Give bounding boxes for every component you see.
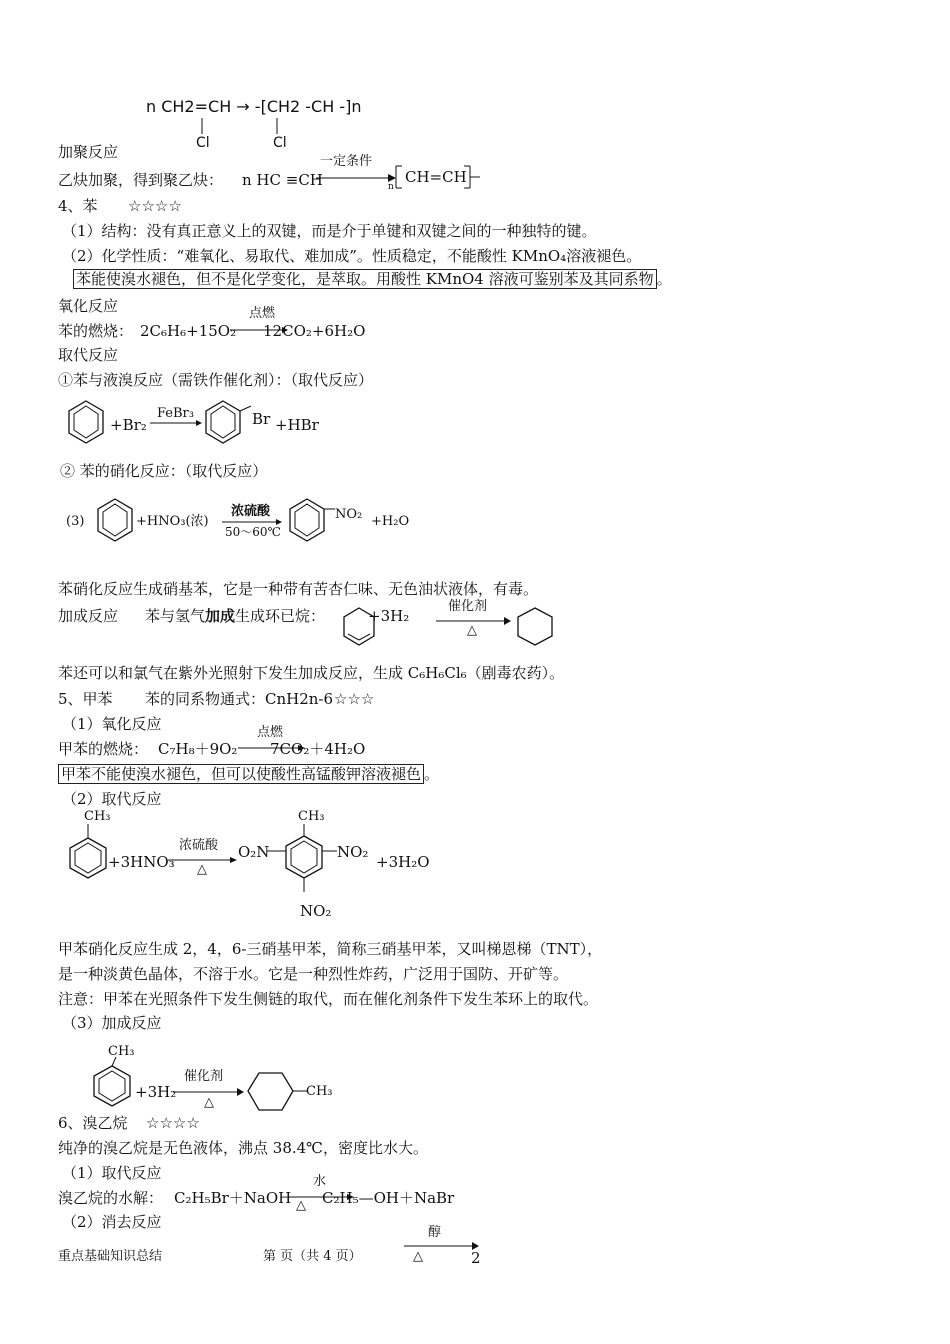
tnt-hno3: +3HNO₃ [108, 853, 175, 871]
bromoethane-hydrolysis-label: 溴乙烷的水解： [58, 1189, 164, 1207]
benzene-combustion-left: 2C₆H₆+15O₂ [140, 322, 237, 340]
pvc-bonds [195, 116, 285, 136]
benzene-addition-bold: 加成 [205, 607, 236, 625]
benzene-stars: ☆☆☆☆ [128, 197, 182, 215]
toluene-hydro-catalyst: 催化剂 [184, 1069, 224, 1084]
nitration-number: (3) [66, 514, 85, 529]
cyclohexane-ring-icon [515, 606, 555, 648]
toluene-combustion-right: 7CO₂＋4H₂O [270, 740, 366, 758]
hydrogenation-h2: +3H₂ [368, 607, 410, 625]
tnt-ch3: CH₃ [298, 809, 325, 824]
bromoethane-water: 水 [313, 1174, 327, 1189]
bromoethane-elimination: （2）消去反应 [62, 1213, 162, 1231]
toluene-general-formula: 苯的同系物通式：CnH2n-6 [145, 690, 334, 708]
benzene-chem-prop: （2）化学性质：“难氧化、易取代、难加成”。性质稳定，不能酸性 KMnO₄溶液褪色。 [62, 247, 642, 265]
bromination-catalyst: FeBr₃ [157, 406, 194, 421]
nitration-h2o: +H₂O [371, 514, 410, 529]
toluene-substitution: （2）取代反应 [62, 790, 162, 808]
benzene-addition-text2: 生成环已烷： [235, 607, 326, 625]
methylcyclohexane-ring-icon [246, 1070, 310, 1114]
acetylene-n: n [388, 182, 394, 192]
bromoethane-heading: 6、溴乙烷 [58, 1114, 128, 1132]
toluene-combustion-cond: 点燃 [257, 725, 284, 740]
tnt-h2so4: 浓硫酸 [179, 838, 219, 853]
benzene-structure: （1）结构：没有真正意义上的双键，而是介于单键和双键之间的一种独特的键。 [62, 222, 597, 240]
benzene-addition-text1: 苯与氢气 [145, 607, 206, 625]
toluene-hydro-ring-icon [90, 1056, 134, 1112]
tnt-description-2: 是一种淡黄色晶体，不溶于水。它是一种烈性炸药，广泛用于国防、开矿等。 [58, 965, 569, 983]
benzene-chlorine-text: 苯还可以和氯气在紫外光照射下发生加成反应，生成 C₆H₆Cl₆（剧毒农药）。 [58, 664, 565, 682]
pvc-equation: n CH2=CH → -[CH2 -CH -]n [146, 97, 362, 116]
tnt-o2n: O₂N [238, 843, 270, 861]
elimination-delta: △ [413, 1249, 423, 1264]
benzene-note-end: 。 [656, 270, 672, 288]
toluene-stars: ☆☆☆ [334, 690, 375, 708]
benzene-addition-label: 加成反应 [58, 607, 119, 625]
tnt-h2o: +3H₂O [376, 853, 430, 871]
benzene-combustion-cond: 点燃 [249, 306, 276, 321]
benzene-combustion-label: 苯的燃烧： [58, 322, 134, 340]
bromoethane-description: 纯净的溴乙烷是无色液体，沸点 38.4℃，密度比水大。 [58, 1139, 428, 1157]
elimination-alcohol: 醇 [428, 1225, 442, 1240]
toluene-addition: （3）加成反应 [62, 1014, 162, 1032]
toluene-note-end: 。 [424, 765, 440, 783]
nitration-no2: NO₂ [335, 507, 363, 522]
toluene-combustion-left: C₇H₈＋9O₂ [158, 740, 238, 758]
benzene-note-box: 苯能使溴水褪色，但不是化学变化，是萃取。用酸性 KMnO4 溶液可鉴别苯及其同系物 [73, 269, 657, 289]
bromoethane-hydrolysis-delta: △ [296, 1198, 306, 1213]
toluene-ch3: CH₃ [84, 809, 111, 824]
acetylene-label: 乙炔加聚，得到聚乙炔： [58, 171, 224, 189]
toluene-oxidation: （1）氧化反应 [62, 715, 162, 733]
toluene-hydro-h2: +3H₂ [135, 1083, 177, 1101]
bromination-br2: +Br₂ [110, 416, 147, 434]
acetylene-condition: 一定条件 [320, 154, 373, 169]
toluene-hydro-delta: △ [204, 1095, 214, 1110]
hydrogenation-catalyst: 催化剂 [448, 599, 488, 614]
bromination-arrow [150, 418, 205, 428]
tnt-ring-icon [265, 822, 345, 906]
toluene-heading: 5、甲苯 [58, 690, 113, 708]
pvc-cl-right: Cl [273, 135, 287, 151]
bromination-hbr: +HBr [275, 416, 319, 434]
hydrogenation-delta: △ [467, 623, 477, 638]
bromoethane-substitution: （1）取代反应 [62, 1164, 162, 1182]
nitration-title: ② 苯的硝化反应：（取代反应） [60, 462, 268, 480]
tnt-no2-right: NO₂ [337, 843, 369, 861]
bromoethane-hydrolysis-left: C₂H₅Br＋NaOH [174, 1189, 292, 1207]
benzene-ring-icon [66, 398, 106, 448]
benzene-combustion-right: 12CO₂+6H₂O [263, 322, 366, 340]
toluene-hydro-ch3: CH₃ [108, 1044, 135, 1059]
benzene-oxidation-title: 氧化反应 [58, 297, 119, 315]
tnt-no2-bottom: NO₂ [300, 902, 332, 920]
acetylene-product: CH=CH [405, 168, 467, 186]
tnt-delta: △ [197, 862, 207, 877]
methylcyclohexane-ch3: CH₃ [306, 1084, 333, 1099]
toluene-note-box: 甲苯不能使溴水褪色，但可以使酸性高锰酸钾溶液褪色 [58, 764, 424, 784]
nitrobenzene-description: 苯硝化反应生成硝基苯，它是一种带有苦杏仁味、无色油状液体，有毒。 [58, 580, 539, 598]
bromobenzene-ring-icon [203, 398, 253, 448]
footer-title: 重点基础知识总结 [58, 1249, 163, 1264]
nitrobenzene-ring-icon [287, 496, 337, 546]
benzene-heading: 4、苯 [58, 197, 98, 215]
nitration-h2so4: 浓硫酸 [231, 504, 271, 519]
toluene-attention: 注意：甲苯在光照条件下发生侧链的取代，而在催化剂条件下发生苯环上的取代。 [58, 990, 599, 1008]
acetylene-arrow [316, 172, 396, 184]
nitration-benzene-ring-icon [95, 496, 135, 546]
bromination-title: ①苯与液溴反应（需铁作催化剂）：（取代反应） [58, 371, 374, 389]
toluene-ring-icon [66, 822, 110, 884]
bromoethane-stars: ☆☆☆☆ [146, 1114, 200, 1132]
tnt-description-1: 甲苯硝化反应生成 2，4，6-三硝基甲苯，简称三硝基甲苯，又叫梯恩梯（TNT）， [58, 940, 603, 958]
benzene-substitution-title: 取代反应 [58, 346, 119, 364]
toluene-combustion-label: 甲苯的燃烧： [58, 740, 149, 758]
pvc-cl-left: Cl [196, 135, 210, 151]
addition-polymerization-title: 加聚反应 [58, 143, 119, 161]
nitration-hno3: +HNO₃(浓) [136, 514, 209, 529]
bromination-br: Br [252, 410, 271, 428]
nitration-temp: 50～60℃ [225, 525, 281, 539]
acetylene-reactant: n HC ≡CH [242, 171, 323, 189]
footer-page-number: 2 [471, 1249, 481, 1267]
footer-page-info: 第 页（共 4 页） [263, 1249, 362, 1264]
bromoethane-hydrolysis-right: C₂H₅—OH＋NaBr [322, 1189, 455, 1207]
